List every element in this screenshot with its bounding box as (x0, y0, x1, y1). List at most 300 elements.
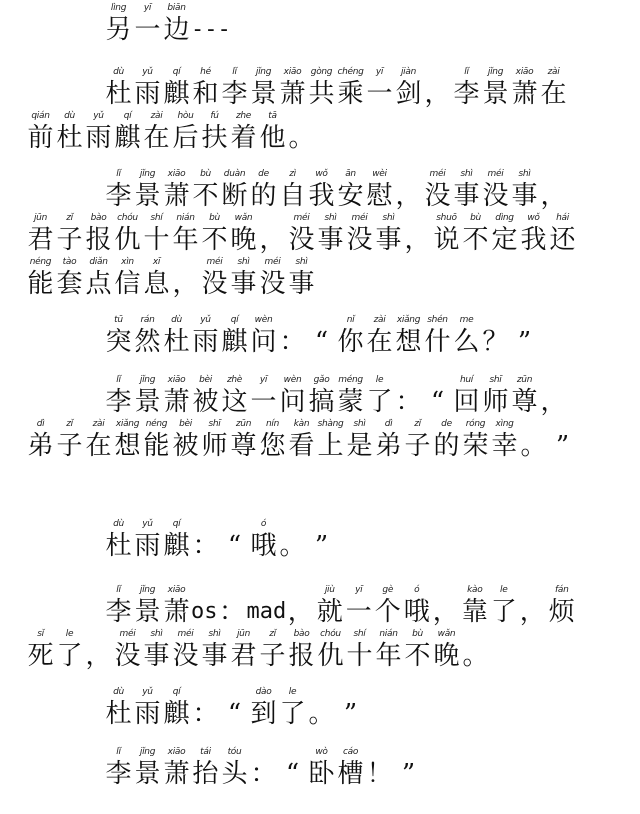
ruby-char (133, 2, 162, 46)
ruby-char (220, 686, 249, 730)
text-line (104, 686, 365, 730)
ruby-char (287, 418, 316, 462)
ruby-char (307, 686, 336, 730)
pinyin-annotation: qián (31, 111, 50, 121)
pinyin-annotation: xiāo (167, 169, 186, 179)
pinyin-annotation: zài (92, 419, 105, 429)
pinyin-annotation: ó (414, 585, 420, 595)
ruby-char (316, 628, 345, 672)
hanzi-character: ： (395, 387, 422, 417)
hanzi-character: 没 (288, 225, 315, 255)
ruby-char (162, 374, 191, 418)
pinyin-annotation: zhè (226, 375, 243, 385)
hanzi-character: 杜 (56, 123, 83, 153)
ruby-char (278, 314, 307, 358)
pinyin-annotation: yǔ (93, 111, 104, 121)
pinyin-annotation: jiù (324, 585, 335, 595)
pinyin-annotation: shí (353, 629, 366, 639)
ruby-char (133, 66, 162, 110)
ruby-char (171, 418, 200, 462)
ruby-char (432, 212, 461, 256)
pinyin-annotation: wò (315, 747, 328, 757)
ruby-char (548, 212, 577, 256)
pinyin-annotation: yī (259, 375, 268, 385)
ruby-char (461, 628, 490, 672)
ruby-char (394, 168, 423, 212)
hanzi-character: 仇 (317, 641, 344, 671)
pinyin-annotation: de (441, 419, 452, 429)
hanzi-character: 他 (259, 123, 286, 153)
ruby-char (287, 256, 316, 300)
ruby-char (104, 374, 133, 418)
hanzi-character: 年 (172, 225, 199, 255)
pinyin-annotation: lǐ (116, 375, 121, 385)
text-line (26, 212, 577, 256)
ruby-char (431, 584, 460, 628)
ruby-char (220, 314, 249, 358)
hanzi-character: 萧 (511, 79, 538, 109)
pinyin-annotation: yǔ (142, 687, 153, 697)
hanzi-character: 荣 (462, 431, 489, 461)
ruby-char (547, 584, 576, 628)
hanzi-character: 哦 (250, 531, 277, 561)
pinyin-annotation: qí (172, 519, 181, 529)
hanzi-character: 想 (114, 431, 141, 461)
ruby-char (278, 66, 307, 110)
pinyin-annotation: jiàn (400, 67, 417, 77)
pinyin-annotation: bù (470, 213, 481, 223)
hanzi-character: ： (250, 759, 277, 789)
ruby-char (171, 110, 200, 154)
ruby-char (220, 374, 249, 418)
hanzi-character: 您 (259, 431, 286, 461)
pinyin-annotation: xiǎng (115, 419, 140, 429)
text-line (26, 110, 316, 154)
hanzi-character: “ (285, 759, 300, 789)
ruby-char (220, 168, 249, 212)
ruby-char (518, 584, 547, 628)
ruby-char (142, 628, 171, 672)
hanzi-character: 不 (192, 181, 219, 211)
ruby-char (104, 746, 133, 790)
pinyin-annotation: zài (373, 315, 386, 325)
pinyin-annotation: shī (208, 419, 221, 429)
ruby-char (247, 584, 287, 628)
hanzi-character: 被 (172, 431, 199, 461)
ruby-char (249, 686, 278, 730)
hanzi-character: “ (227, 531, 242, 561)
ruby-char (249, 168, 278, 212)
ruby-char (287, 628, 316, 672)
ruby-char (394, 746, 423, 790)
hanzi-character: ” (343, 699, 358, 729)
hanzi-character: 景 (134, 759, 161, 789)
ruby-char (519, 418, 548, 462)
ruby-char (336, 66, 365, 110)
pinyin-annotation: hòu (177, 111, 194, 121)
ruby-char (200, 418, 229, 462)
hanzi-character: 事 (375, 225, 402, 255)
pinyin-annotation: lǐ (232, 67, 237, 77)
pinyin-annotation: gòng (310, 67, 333, 77)
hanzi-character: 。 (279, 531, 306, 561)
ruby-char (394, 374, 423, 418)
pinyin-annotation: xiǎng (396, 315, 421, 325)
hanzi-character: ， (540, 387, 567, 417)
ruby-char (191, 518, 220, 562)
ruby-char (278, 374, 307, 418)
pinyin-annotation: fú (210, 111, 219, 121)
hanzi-character: 就 (316, 597, 343, 627)
pinyin-annotation: jǐng (139, 169, 156, 179)
pinyin-annotation: shuō (436, 213, 457, 223)
hanzi-character: 一 (366, 79, 393, 109)
pinyin-annotation: dì (384, 419, 393, 429)
ruby-char (394, 66, 423, 110)
pinyin-annotation: le (500, 585, 508, 595)
ruby-char (162, 314, 191, 358)
pinyin-annotation: hé (200, 67, 211, 77)
hanzi-character: 事 (288, 269, 315, 299)
pinyin-annotation: bào (293, 629, 310, 639)
ruby-char (191, 746, 220, 790)
hanzi-character: --- (191, 17, 231, 42)
hanzi-character: 。 (288, 123, 315, 153)
pinyin-annotation: zài (547, 67, 560, 77)
ruby-char (229, 256, 258, 300)
hanzi-character: 看 (288, 431, 315, 461)
hanzi-character: ？ (482, 327, 509, 357)
hanzi-character: 报 (288, 641, 315, 671)
hanzi-character: ， (259, 225, 286, 255)
ruby-char (510, 168, 539, 212)
hanzi-character: ， (404, 225, 431, 255)
hanzi-character: 卧 (308, 759, 335, 789)
pinyin-annotation: tū (114, 315, 123, 325)
ruby-char (191, 584, 218, 628)
pinyin-annotation: wèn (254, 315, 273, 325)
hanzi-character: 没 (259, 269, 286, 299)
pinyin-annotation: dì (36, 419, 45, 429)
ruby-char (142, 212, 171, 256)
hanzi-character: 事 (453, 181, 480, 211)
pinyin-annotation: shì (237, 257, 250, 267)
ruby-char (403, 212, 432, 256)
hanzi-character: 杜 (105, 699, 132, 729)
ruby-char (84, 110, 113, 154)
hanzi-character: 十 (346, 641, 373, 671)
hanzi-character: 李 (105, 597, 132, 627)
hanzi-character: 在 (540, 79, 567, 109)
hanzi-character: ， (432, 597, 459, 627)
hanzi-character: 不 (404, 641, 431, 671)
ruby-char (249, 746, 278, 790)
hanzi-character: 幸 (491, 431, 518, 461)
ruby-char (452, 314, 481, 358)
pinyin-annotation: dào (255, 687, 272, 697)
pinyin-annotation: xìng (495, 419, 514, 429)
pinyin-annotation: lǐ (116, 169, 121, 179)
hanzi-character: 我 (308, 181, 335, 211)
hanzi-character: 到 (250, 699, 277, 729)
ruby-char (133, 584, 162, 628)
hanzi-character: 没 (482, 181, 509, 211)
ruby-char (200, 110, 229, 154)
hanzi-character: 麒 (163, 79, 190, 109)
pinyin-annotation: yǔ (200, 315, 211, 325)
ruby-char (55, 418, 84, 462)
ruby-char (278, 518, 307, 562)
ruby-char (336, 168, 365, 212)
pinyin-annotation: shì (208, 629, 221, 639)
ruby-char (345, 628, 374, 672)
pinyin-annotation: shì (150, 629, 163, 639)
hanzi-character: 李 (105, 387, 132, 417)
hanzi-character: 景 (134, 597, 161, 627)
hanzi-character: ” (314, 531, 329, 561)
pinyin-annotation: rán (140, 315, 155, 325)
pinyin-annotation: bù (200, 169, 211, 179)
hanzi-character: ， (287, 597, 314, 627)
pinyin-annotation: xiāo (167, 747, 186, 757)
pinyin-annotation: chóu (320, 629, 341, 639)
pinyin-annotation: yǔ (142, 67, 153, 77)
pinyin-annotation: ó (260, 519, 267, 529)
ruby-char (249, 374, 278, 418)
ruby-char (539, 374, 568, 418)
pinyin-annotation: xiāo (167, 585, 186, 595)
pinyin-annotation: zì (289, 169, 296, 179)
ruby-char (191, 168, 220, 212)
ruby-char (344, 584, 373, 628)
hanzi-character: 雨 (134, 699, 161, 729)
text-line (104, 746, 423, 790)
pinyin-annotation: qí (230, 315, 239, 325)
hanzi-character: 景 (134, 387, 161, 417)
ruby-char (229, 110, 258, 154)
pinyin-annotation: zài (150, 111, 163, 121)
pinyin-annotation: shì (324, 213, 337, 223)
hanzi-character: 没 (172, 641, 199, 671)
pinyin-annotation: tóu (227, 747, 242, 757)
ruby-char (200, 628, 229, 672)
hanzi-character: 搞 (308, 387, 335, 417)
ruby-char (345, 212, 374, 256)
pinyin-annotation: me (459, 315, 474, 325)
pinyin-annotation: jǐng (139, 375, 156, 385)
ruby-char (55, 628, 84, 672)
hanzi-character: 什 (424, 327, 451, 357)
ruby-char (510, 314, 539, 358)
ruby-char (452, 66, 481, 110)
ruby-char (84, 418, 113, 462)
ruby-char (162, 746, 191, 790)
pinyin-annotation: le (65, 629, 74, 639)
pinyin-annotation: xiāo (167, 375, 186, 385)
hanzi-character: 个 (374, 597, 401, 627)
ruby-char (171, 212, 200, 256)
hanzi-character: 萧 (279, 79, 306, 109)
ruby-char (191, 66, 220, 110)
hanzi-character: 在 (85, 431, 112, 461)
hanzi-character: 烦 (548, 597, 575, 627)
ruby-char (315, 584, 344, 628)
hanzi-character: 问 (250, 327, 277, 357)
hanzi-character: 定 (491, 225, 518, 255)
hanzi-character: ， (519, 597, 546, 627)
ruby-char (539, 168, 568, 212)
hanzi-character: 没 (346, 225, 373, 255)
pinyin-annotation: méi (206, 257, 223, 267)
pinyin-annotation: shì (460, 169, 473, 179)
ruby-char (104, 686, 133, 730)
hanzi-character: 被 (192, 387, 219, 417)
pinyin-annotation: jǐng (139, 747, 156, 757)
hanzi-character: 还 (549, 225, 576, 255)
ruby-char (481, 314, 510, 358)
hanzi-character: 晚 (433, 641, 460, 671)
hanzi-character: 雨 (192, 327, 219, 357)
hanzi-character: ， (540, 181, 567, 211)
hanzi-character: 边 (163, 15, 190, 45)
pinyin-annotation: sǐ (37, 629, 44, 639)
ruby-char (336, 374, 365, 418)
ruby-char (258, 628, 287, 672)
ruby-char (336, 746, 365, 790)
pinyin-annotation: wǒ (315, 169, 328, 179)
pinyin-annotation: dù (64, 111, 75, 121)
hanzi-character: 萧 (163, 759, 190, 789)
pinyin-annotation: zūn (516, 375, 533, 385)
pinyin-annotation: jūn (33, 213, 47, 223)
ruby-char (200, 212, 229, 256)
pinyin-annotation: jǐng (255, 67, 272, 77)
hanzi-character: 头 (221, 759, 248, 789)
ruby-char (162, 168, 191, 212)
ruby-char (365, 66, 394, 110)
hanzi-character: 。 (462, 641, 489, 671)
hanzi-character: 子 (404, 431, 431, 461)
hanzi-character: ， (85, 641, 112, 671)
hanzi-character: ” (401, 759, 416, 789)
hanzi-character: 麒 (114, 123, 141, 153)
hanzi-character: 尊 (230, 431, 257, 461)
hanzi-character: 麒 (163, 699, 190, 729)
ruby-char (113, 212, 142, 256)
hanzi-character: 萧 (163, 181, 190, 211)
hanzi-character: 萧 (163, 387, 190, 417)
pinyin-annotation: xiāo (515, 67, 534, 77)
hanzi-character: 雨 (134, 79, 161, 109)
pinyin-annotation: shī (489, 375, 502, 385)
hanzi-character: 萧 (163, 597, 190, 627)
ruby-char (423, 314, 452, 358)
hanzi-character: 晚 (230, 225, 257, 255)
pinyin-annotation: shì (353, 419, 366, 429)
ruby-char (104, 2, 133, 46)
hanzi-character: 了 (56, 641, 83, 671)
pinyin-annotation: gǎo (313, 375, 330, 385)
pinyin-annotation: zūn (235, 419, 252, 429)
ruby-char (403, 418, 432, 462)
pinyin-annotation: chóu (117, 213, 138, 223)
ruby-char (133, 518, 162, 562)
hanzi-character: 师 (482, 387, 509, 417)
ruby-char (171, 256, 200, 300)
hanzi-character: 杜 (105, 531, 132, 561)
hanzi-character: 君 (27, 225, 54, 255)
ruby-char (287, 212, 316, 256)
hanzi-character: ， (395, 181, 422, 211)
ruby-char (191, 374, 220, 418)
ruby-char (307, 314, 336, 358)
ruby-char (104, 66, 133, 110)
ruby-char (432, 628, 461, 672)
ruby-char (374, 628, 403, 672)
ruby-char (229, 212, 258, 256)
hanzi-character: 景 (482, 79, 509, 109)
hanzi-character: 了 (366, 387, 393, 417)
pinyin-annotation: diǎn (89, 257, 108, 267)
ruby-char (84, 212, 113, 256)
hanzi-character: 事 (230, 269, 257, 299)
ruby-char (460, 584, 489, 628)
ruby-char (258, 110, 287, 154)
pinyin-annotation: méi (119, 629, 136, 639)
ruby-char (133, 314, 162, 358)
pinyin-annotation: biān (167, 3, 186, 13)
hanzi-character: 一 (134, 15, 161, 45)
ruby-char (55, 212, 84, 256)
pinyin-annotation: jǐng (487, 67, 504, 77)
hanzi-character: 着 (230, 123, 257, 153)
ruby-char (373, 584, 402, 628)
hanzi-character: 杜 (105, 79, 132, 109)
hanzi-character: 突 (105, 327, 132, 357)
ruby-char (539, 66, 568, 110)
ruby-char (133, 686, 162, 730)
pinyin-annotation: le (288, 687, 297, 697)
ruby-char (142, 110, 171, 154)
hanzi-character: 慰 (366, 181, 393, 211)
pinyin-annotation: tā (268, 111, 277, 121)
hanzi-character: 雨 (134, 531, 161, 561)
ruby-char (510, 374, 539, 418)
hanzi-character: 景 (250, 79, 277, 109)
ruby-char (191, 2, 231, 46)
ruby-char (278, 686, 307, 730)
ruby-char (220, 746, 249, 790)
hanzi-character: “ (430, 387, 445, 417)
hanzi-character: 靠 (461, 597, 488, 627)
ruby-char (220, 66, 249, 110)
ruby-char (394, 314, 423, 358)
hanzi-character: 回 (453, 387, 480, 417)
hanzi-character: ： (192, 531, 219, 561)
hanzi-character: 子 (56, 431, 83, 461)
text-line (104, 518, 336, 562)
hanzi-character: 杜 (163, 327, 190, 357)
pinyin-annotation: huí (459, 375, 473, 385)
text-line (104, 2, 231, 46)
ruby-char (200, 256, 229, 300)
pinyin-annotation: wǎn (437, 629, 456, 639)
text-line (104, 314, 539, 358)
pinyin-annotation: gè (382, 585, 394, 595)
pinyin-annotation: shí (150, 213, 163, 223)
hanzi-character: ” (517, 327, 532, 357)
ruby-char (345, 418, 374, 462)
